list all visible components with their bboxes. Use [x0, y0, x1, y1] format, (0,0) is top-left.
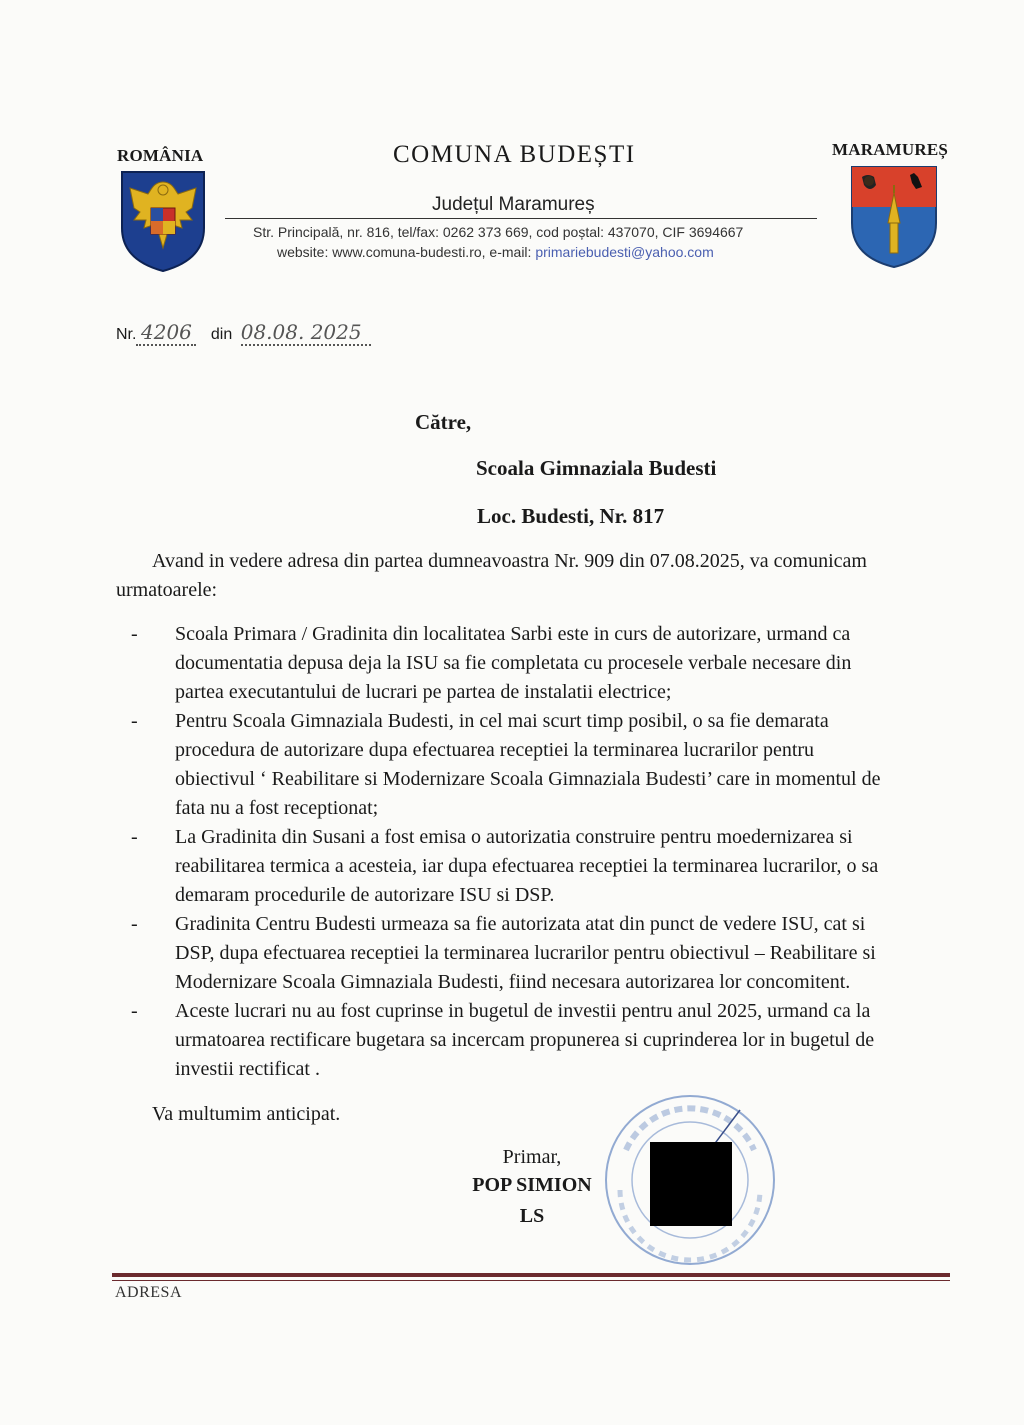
- county-name: Județul Maramureș: [432, 194, 595, 215]
- bullet-line: partea executantului de lucrari pe partea de instalatii electrice;: [175, 681, 672, 703]
- bullet-line: documentatia depusa deja la ISU sa fie completata cu procesele verbale necesare din: [175, 652, 852, 674]
- registration-date: 08.08. 2025: [241, 320, 371, 346]
- nr-label: Nr.: [116, 326, 137, 343]
- list-item: [131, 707, 961, 823]
- signature-title: Primar,: [502, 1146, 562, 1168]
- website-line: [277, 244, 714, 260]
- bullet-line: Aceste lucrari nu au fost cuprinse in bugetul de investii pentru anul 2025, urmand ca la: [175, 1000, 871, 1022]
- bullet-line: Gradinita Centru Budesti urmeaza sa fie autorizata atat din punct de vedere ISU, cat si: [175, 913, 866, 935]
- bullet-dash: -: [131, 913, 138, 935]
- commune-title: COMUNA BUDEȘTI: [393, 141, 636, 168]
- country-label: ROMÂNIA: [117, 146, 204, 165]
- bullet-line: reabilitarea termica a acesteia, iar dupa efectuarea receptiei la terminarea lucrarilor, o sa: [175, 855, 879, 877]
- bullet-dash: -: [131, 623, 138, 645]
- region-label: MARAMUREȘ: [832, 140, 949, 159]
- bullet-line: Pentru Scoala Gimnaziala Budesti, in cel mai scurt timp posibil, o sa fie demarata: [175, 710, 829, 732]
- bullet-list: [131, 620, 961, 1084]
- header-rule: [225, 218, 817, 219]
- bullet-line: Modernizare Scoala Gimnaziala Budesti, fiind necesara autorizarea lor concomitent.: [175, 971, 851, 993]
- closing-line: Va multumim anticipat.: [152, 1103, 341, 1125]
- list-item: [131, 910, 961, 997]
- bullet-dash: -: [131, 710, 138, 732]
- email-address: primariebudesti@yahoo.com: [535, 244, 714, 260]
- list-item: [131, 620, 961, 707]
- footer-rule-thin: [112, 1280, 950, 1281]
- registration-line: [116, 320, 371, 346]
- din-label: din: [210, 326, 233, 343]
- bullet-line: Scoala Primara / Gradinita din localitatea Sarbi este in curs de autorizare, urmand ca: [175, 623, 851, 645]
- bullet-line: fata nu a fost receptionat;: [175, 797, 379, 819]
- maramures-coat-of-arms: [848, 163, 940, 269]
- signature-ls: LS: [519, 1205, 545, 1227]
- intro-second-line: urmatoarele:: [116, 579, 218, 601]
- footer-label: ADRESA: [115, 1284, 183, 1301]
- bullet-line: obiectivul ‘ Reabilitare si Modernizare Scoala Gimnaziala Budesti’ care in momentul de: [175, 768, 881, 790]
- address-line: Str. Principală, nr. 816, tel/fax: 0262 373 669, cod poștal: 437070, CIF 3694667: [253, 224, 744, 240]
- website-label: website: www.comuna-budesti.ro, e-mail:: [277, 244, 536, 260]
- bullet-line: demaram procedurile de autorizare ISU si DSP.: [175, 884, 555, 906]
- romania-coat-of-arms: [118, 168, 208, 273]
- intro-first-line: Avand in vedere adresa din partea dumneavoastra Nr. 909 din 07.08.2025, va comunicam: [152, 550, 867, 572]
- list-item: [131, 823, 961, 910]
- bullet-line: urmatoarea rectificare bugetara sa incercam propunerea si cuprinderea lor in bugetul de: [175, 1029, 875, 1051]
- signatory-name: POP SIMION: [472, 1174, 592, 1196]
- bullet-line: La Gradinita din Susani a fost emisa o autorizatia construire pentru moedernizarea si: [175, 826, 853, 848]
- salutation: Către,: [415, 410, 472, 434]
- bullet-line: procedura de autorizare dupa efectuarea receptiei la terminarea lucrarilor pentru: [175, 739, 815, 761]
- bullet-dash: -: [131, 1000, 138, 1022]
- bullet-line: DSP, dupa efectuarea receptiei la terminarea lucrarilor pentru obiectivul – Reabilitare si: [175, 942, 876, 964]
- recipient-address: Loc. Budesti, Nr. 817: [477, 504, 665, 528]
- registration-number: 4206: [136, 320, 196, 346]
- bullet-dash: -: [131, 826, 138, 848]
- footer-rule: [112, 1273, 950, 1277]
- bullet-line: investii rectificat .: [175, 1058, 320, 1080]
- recipient-name: Scoala Gimnaziala Budesti: [476, 456, 717, 480]
- redaction-block: [650, 1142, 732, 1226]
- list-item: [131, 997, 961, 1084]
